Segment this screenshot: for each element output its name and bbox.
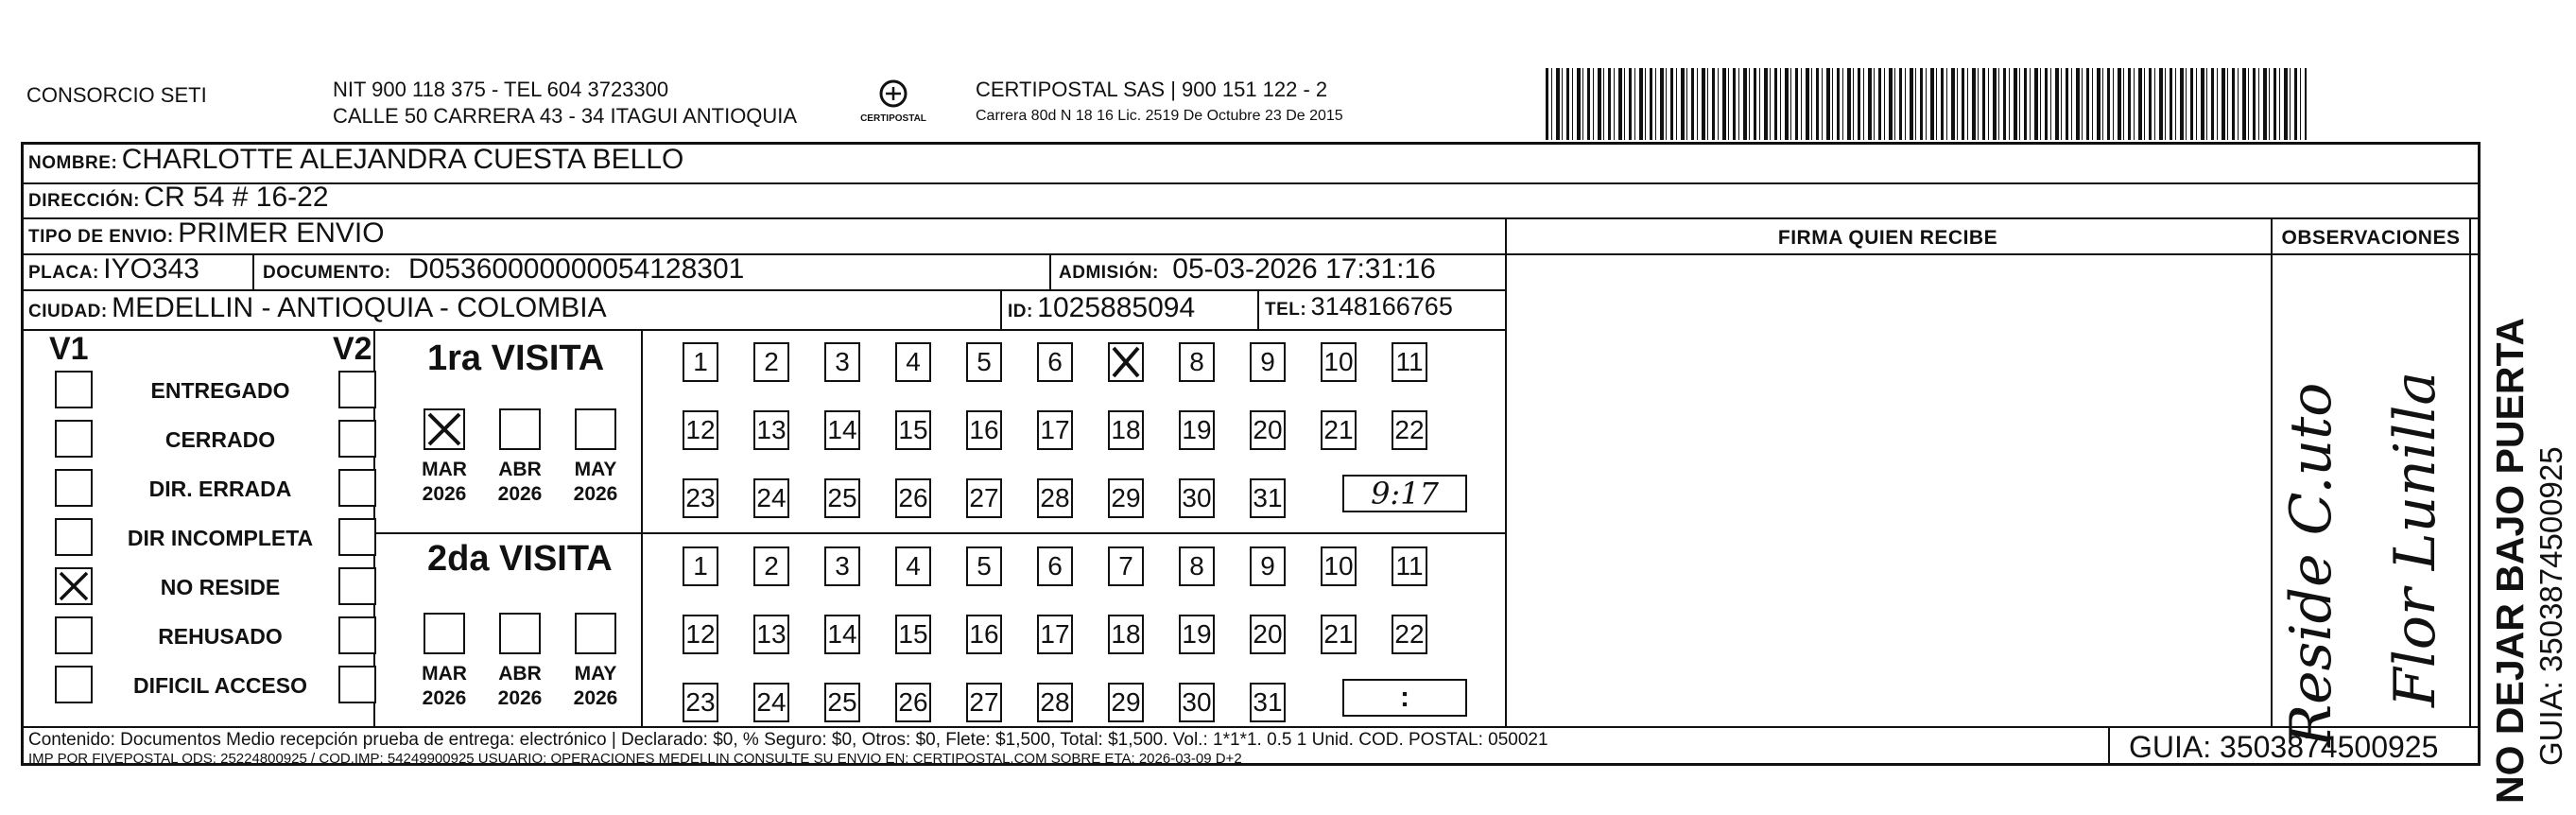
second-visit-day-28[interactable]: 28 [1037,683,1073,722]
ciudad-field [28,292,607,324]
first-visit-day-7[interactable] [1108,342,1144,382]
v1-checkbox-rehusado[interactable] [55,616,93,654]
second-visit-day-31[interactable]: 31 [1250,683,1286,722]
second-visit-day-22[interactable]: 22 [1392,615,1427,654]
second-visit-month-abr-checkbox[interactable] [499,613,541,654]
first-visit-time-box[interactable] [1342,475,1467,512]
second-visit-day-18[interactable]: 18 [1108,615,1144,654]
second-visit-day-6[interactable]: 6 [1037,546,1073,586]
logo-text: CERTIPOSTAL [860,113,926,124]
first-visit-day-23[interactable]: 23 [683,478,718,518]
second-visit-day-9[interactable]: 9 [1250,546,1286,586]
month-year: 2026 [497,687,543,709]
certipostal-license: Carrera 80d N 18 16 Lic. 2519 De Octubre 23 De 2015 [976,108,1343,124]
v1-checkbox-cerrado[interactable] [55,420,93,458]
second-visit-day-15[interactable]: 15 [895,615,931,654]
v2-checkbox-dir-incompleta[interactable] [338,518,376,556]
v2-checkbox-dir-errada[interactable] [338,469,376,507]
first-visit-month-abr [492,458,548,507]
first-visit-day-12[interactable]: 12 [683,410,718,450]
side-guia: GUIA: 3503874500925 [2533,446,2568,766]
status-dir-incompleta: DIR INCOMPLETA [127,526,314,550]
second-visit-day-26[interactable]: 26 [895,683,931,722]
month-name: ABR [498,663,542,685]
month-name: MAY [574,459,617,480]
certipostal-name: CERTIPOSTAL SAS | 900 151 122 - 2 [976,78,1328,101]
nombre-field [28,144,683,176]
month-name: ABR [498,459,542,480]
second-visit-title: 2da VISITA [427,539,613,579]
admision-field [1059,253,1436,286]
second-visit-month-may [567,662,624,711]
first-visit-month-abr-checkbox[interactable] [499,408,541,450]
ciudad-value: MEDELLIN - ANTIOQUIA - COLOMBIA [112,292,607,323]
second-visit-day-20[interactable]: 20 [1250,615,1286,654]
month-name: MAY [574,663,617,685]
second-visit-day-16[interactable]: 16 [966,615,1002,654]
direccion-label: DIRECCIÓN: [28,191,140,211]
first-visit-day-30[interactable]: 30 [1179,478,1215,518]
first-visit-day-2[interactable]: 2 [753,342,789,382]
first-visit-day-20[interactable]: 20 [1250,410,1286,450]
second-visit-day-13[interactable]: 13 [753,615,789,654]
second-visit-day-3[interactable]: 3 [824,546,860,586]
month-year: 2026 [573,687,618,709]
x-mark-icon [425,410,463,448]
tel-label: TEL: [1265,300,1307,320]
second-visit-day-2[interactable]: 2 [753,546,789,586]
first-visit-day-26[interactable]: 26 [895,478,931,518]
nombre-value: CHARLOTTE ALEJANDRA CUESTA BELLO [121,144,684,175]
documento-value: D05360000000054128301 [408,253,745,285]
v1-checkbox-no-reside[interactable] [55,567,93,605]
placa-value: IYO343 [103,253,199,285]
v2-checkbox-entregado[interactable] [338,371,376,408]
second-visit-time: : [1400,682,1409,713]
first-visit-day-17[interactable]: 17 [1037,410,1073,450]
status-entregado: ENTREGADO [150,378,290,403]
second-visit-day-23[interactable]: 23 [683,683,718,722]
first-visit-day-3[interactable]: 3 [824,342,860,382]
first-visit-title: 1ra VISITA [427,338,605,378]
first-visit-day-31[interactable]: 31 [1250,478,1286,518]
second-visit-day-14[interactable]: 14 [824,615,860,654]
tipo-envio-label: TIPO DE ENVIO: [28,227,174,247]
first-visit-month-may-checkbox[interactable] [575,408,616,450]
month-year: 2026 [573,483,618,505]
second-visit-month-may-checkbox[interactable] [575,613,616,654]
documento-label: DOCUMENTO: [263,263,391,283]
company-address: CALLE 50 CARRERA 43 - 34 ITAGUI ANTIOQUIA [333,104,798,128]
second-visit-month-mar [416,662,473,711]
first-visit-day-24[interactable]: 24 [753,478,789,518]
first-visit-month-mar-checkbox[interactable] [424,408,465,450]
nit-tel: NIT 900 118 375 - TEL 604 3723300 [333,78,669,101]
first-visit-month-mar [416,458,473,507]
first-visit-day-5[interactable]: 5 [966,342,1002,382]
first-visit-time: 9:17 [1371,476,1439,512]
v1-checkbox-entregado[interactable] [55,371,93,408]
status-rehusado: REHUSADO [158,624,283,649]
second-visit-time-box[interactable] [1342,679,1467,717]
second-visit-day-1[interactable]: 1 [683,546,718,586]
admision-label: ADMISIÓN: [1059,263,1159,283]
v1-checkbox-dir-errada[interactable] [55,469,93,507]
tel-field [1265,292,1453,321]
second-visit-day-5[interactable]: 5 [966,546,1002,586]
status-cerrado: CERRADO [164,427,276,452]
contenido-text: Contenido: Documentos Medio recepción prueba de entrega: electrónico | Declarado: $0, % Seguro: $0, Otros: $0, Flete: $1,500, Total: $1,500. Vol.: 1*1*1. 0.5 1 Unid. COD. POSTAL: 050021 [28,730,1548,750]
second-visit-day-27[interactable]: 27 [966,683,1002,722]
month-name: MAR [422,663,467,685]
month-year: 2026 [422,483,467,505]
nombre-label: NOMBRE: [28,153,118,173]
status-dificil-acceso: DIFICIL ACCESO [132,673,307,698]
placa-label: PLACA: [28,263,99,283]
first-visit-day-22[interactable]: 22 [1392,410,1427,450]
documento-field [263,253,744,286]
first-visit-day-4[interactable]: 4 [895,342,931,382]
second-visit-day-29[interactable]: 29 [1108,683,1144,722]
impresion-text: IMP POR FIVEPOSTAL ODS: 25224800925 / COD.IMP: 54249900925 USUARIO: OPERACIONES MEDELLIN CONSULTE SU ENVIO EN: CERTIPOSTAL.COM SOBRE ETA: 2026-03-09 D+2 [28,751,1242,767]
id-field [1008,292,1195,324]
first-visit-day-18[interactable]: 18 [1108,410,1144,450]
v2-checkbox-cerrado[interactable] [338,420,376,458]
v2-checkbox-rehusado[interactable] [338,616,376,654]
firma-header: FIRMA QUIEN RECIBE [1777,227,1998,249]
second-visit-day-19[interactable]: 19 [1179,615,1215,654]
status-no-reside: NO RESIDE [160,575,281,599]
second-visit-day-21[interactable]: 21 [1321,615,1357,654]
second-visit-day-11[interactable]: 11 [1392,546,1427,586]
first-visit-day-1[interactable]: 1 [683,342,718,382]
second-visit-day-25[interactable]: 25 [824,683,860,722]
observacion-handwriting-2: Flor Lunilla [2382,371,2448,707]
observacion-handwriting-1: Reside C.uto [2278,382,2344,747]
tel-value: 3148166765 [1310,292,1453,321]
direccion-field [28,182,329,214]
x-mark-icon [1110,344,1142,380]
first-visit-day-19[interactable]: 19 [1179,410,1215,450]
first-visit-day-10[interactable]: 10 [1321,342,1357,382]
company-name: CONSORCIO SETI [26,83,207,107]
first-visit-day-16[interactable]: 16 [966,410,1002,450]
month-year: 2026 [422,687,467,709]
certipostal-logo [856,76,931,130]
second-visit-day-7[interactable]: 7 [1108,546,1144,586]
month-name: MAR [422,459,467,480]
id-label: ID: [1008,302,1033,321]
v1-checkbox-dificil-acceso[interactable] [55,666,93,703]
status-dir-errada: DIR. ERRADA [148,477,292,501]
first-visit-day-25[interactable]: 25 [824,478,860,518]
id-value: 1025885094 [1037,292,1196,323]
first-visit-day-29[interactable]: 29 [1108,478,1144,518]
second-visit-month-abr [492,662,548,711]
x-mark-icon [57,569,91,603]
second-visit-day-10[interactable]: 10 [1321,546,1357,586]
observaciones-header: OBSERVACIONES [2281,227,2461,249]
first-visit-day-9[interactable]: 9 [1250,342,1286,382]
footer-guia: GUIA: 3503874500925 [2129,730,2439,764]
tipo-envio-value: PRIMER ENVIO [178,217,385,249]
tipo-envio-field [28,217,385,250]
second-visit-day-24[interactable]: 24 [753,683,789,722]
second-visit-day-30[interactable]: 30 [1179,683,1215,722]
first-visit-month-may [567,458,624,507]
v2-header: V2 [333,331,372,367]
first-visit-day-14[interactable]: 14 [824,410,860,450]
first-visit-day-28[interactable]: 28 [1037,478,1073,518]
first-visit-day-15[interactable]: 15 [895,410,931,450]
barcode [1546,68,2307,140]
side-warning: NO DEJAR BAJO PUERTA [2488,317,2532,804]
first-visit-day-6[interactable]: 6 [1037,342,1073,382]
second-visit-day-4[interactable]: 4 [895,546,931,586]
placa-field [28,253,199,286]
ciudad-label: CIUDAD: [28,302,108,321]
v2-checkbox-dificil-acceso[interactable] [338,666,376,703]
first-visit-day-27[interactable]: 27 [966,478,1002,518]
direccion-value: CR 54 # 16-22 [144,182,329,213]
second-visit-day-17[interactable]: 17 [1037,615,1073,654]
second-visit-day-12[interactable]: 12 [683,615,718,654]
first-visit-day-21[interactable]: 21 [1321,410,1357,450]
v1-header: V1 [49,331,89,367]
admision-value: 05-03-2026 17:31:16 [1172,253,1436,285]
first-visit-day-8[interactable]: 8 [1179,342,1215,382]
second-visit-month-mar-checkbox[interactable] [424,613,465,654]
first-visit-day-13[interactable]: 13 [753,410,789,450]
month-year: 2026 [497,483,543,505]
v2-checkbox-no-reside[interactable] [338,567,376,605]
v1-checkbox-dir-incompleta[interactable] [55,518,93,556]
first-visit-day-11[interactable]: 11 [1392,342,1427,382]
second-visit-day-8[interactable]: 8 [1179,546,1215,586]
